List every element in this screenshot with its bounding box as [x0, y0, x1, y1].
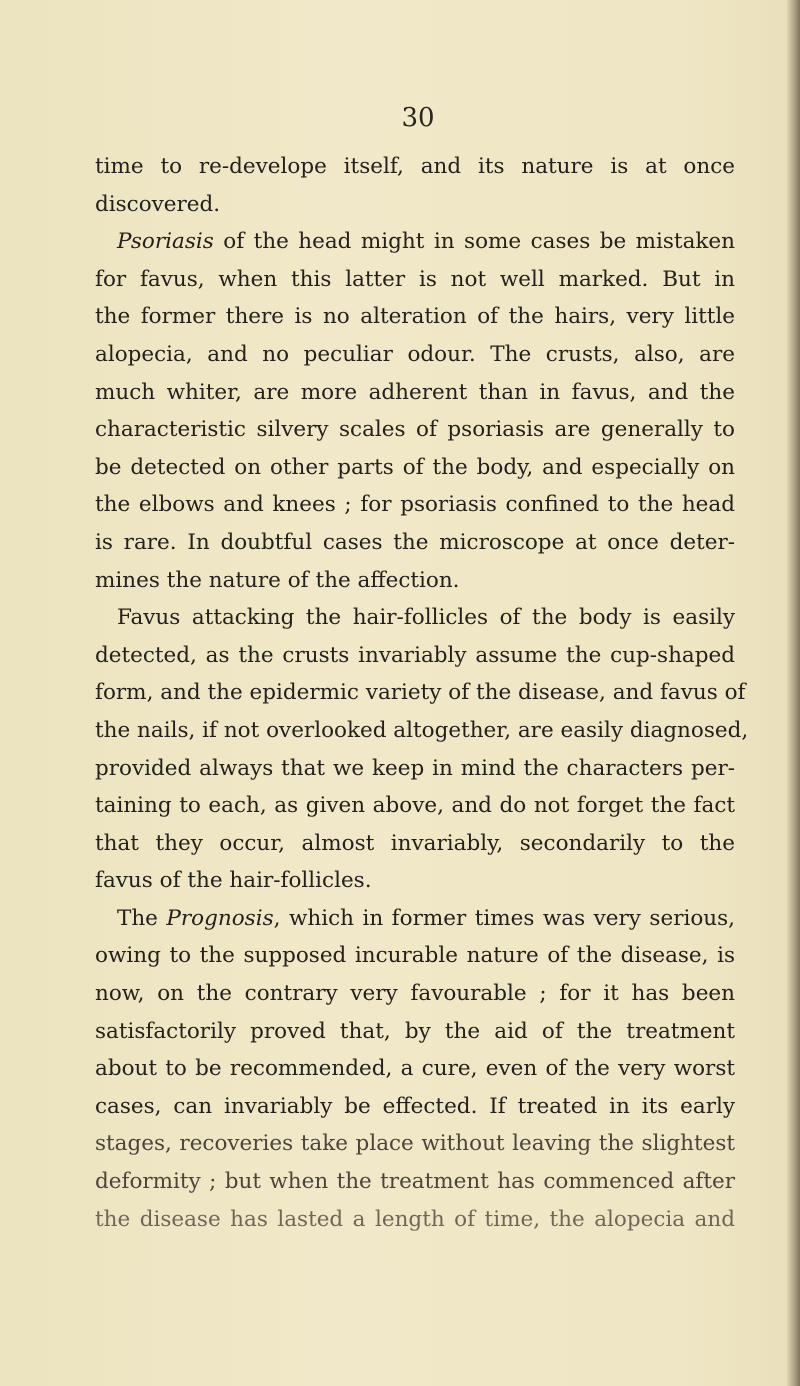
- text-line: taining to each, as given above, and do not forget the fact: [95, 793, 735, 819]
- term-psoriasis: Psoriasis: [117, 229, 214, 255]
- text-line: the disease has lasted a length of time, the alopecia and: [95, 1206, 735, 1232]
- text-line: the elbows and knees ; for psoriasis confined to the head: [95, 492, 735, 518]
- text-line: much whiter, are more adherent than in favus, and the: [95, 379, 735, 405]
- text-line: detected, as the crusts invariably assume the cup-shaped: [95, 642, 735, 668]
- text-line: satisfactorily proved that, by the aid of the treatment: [95, 1018, 735, 1044]
- text-line-rest: of the head might in some cases be mistaken: [213, 229, 735, 255]
- page-number: 30: [401, 103, 435, 133]
- text-line: about to be recommended, a cure, even of the very worst: [95, 1056, 735, 1082]
- text-line: stages, recoveries take place without leaving the slightest: [95, 1131, 735, 1157]
- text-line-prefix: The: [117, 905, 167, 931]
- page-edge-shadow: [786, 0, 800, 1386]
- body-text: [95, 148, 749, 1238]
- text-line: characteristic silvery scales of psoriasis are generally to: [95, 417, 735, 443]
- text-line: provided always that we keep in mind the characters per-: [95, 755, 735, 781]
- text-line: favus of the hair-follicles.: [95, 868, 372, 894]
- text-line: owing to the supposed incurable nature of the disease, is: [95, 943, 735, 969]
- text-line-rest: , which in former times was very serious,: [273, 905, 736, 931]
- text-line: mines the nature of the affection.: [95, 567, 460, 593]
- text-line: for favus, when this latter is not well marked. But in: [95, 266, 735, 292]
- text-line: alopecia, and no peculiar odour. The crusts, also, are: [95, 341, 735, 367]
- text-line: Favus attacking the hair-follicles of the body is easily: [117, 605, 735, 631]
- text-line: time to re-develope itself, and its nature is at once: [95, 154, 735, 179]
- text-line: is rare. In doubtful cases the microscope at once deter-: [95, 529, 735, 555]
- text-line: that they occur, almost invariably, secondarily to the: [95, 830, 735, 856]
- text-line: cases, can invariably be effected. If treated in its early: [95, 1093, 735, 1119]
- text-line: [95, 223, 735, 261]
- text-line: now, on the contrary very favourable ; for it has been: [95, 981, 735, 1007]
- text-line: [95, 900, 735, 938]
- text-line: deformity ; but when the treatment has commenced after: [95, 1169, 735, 1195]
- text-line: form, and the epidermic variety of the disease, and favus of: [95, 680, 746, 706]
- text-line: be detected on other parts of the body, and especially on: [95, 454, 735, 480]
- text-line: the former there is no alteration of the hairs, very little: [95, 304, 735, 330]
- term-prognosis: Prognosis: [166, 905, 274, 931]
- text-line: discovered.: [95, 191, 221, 217]
- text-line: the nails, if not overlooked altogether, are easily diagnosed,: [95, 717, 749, 743]
